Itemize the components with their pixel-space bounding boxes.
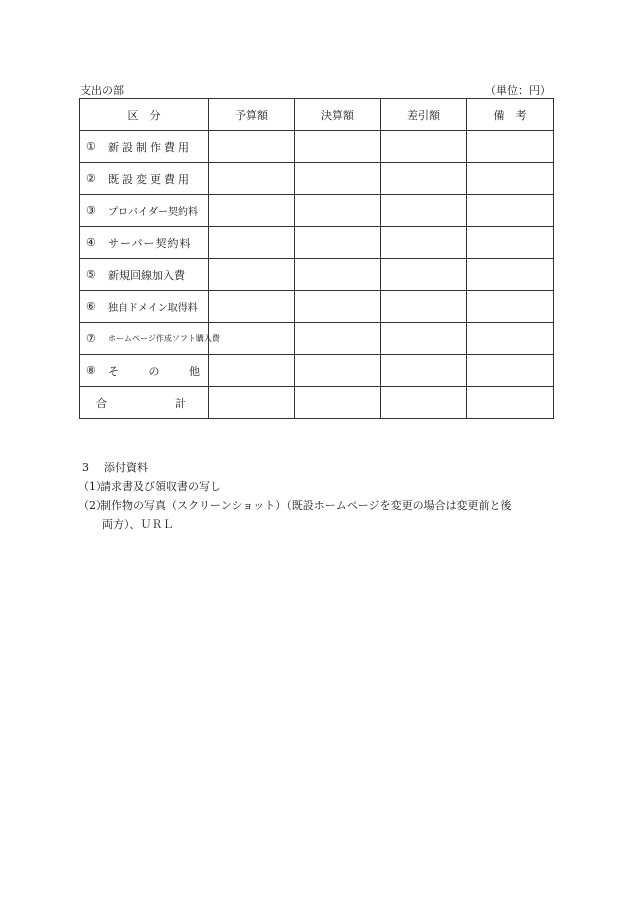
row-number: ② (86, 172, 96, 185)
budget-cell[interactable] (209, 131, 295, 163)
attachment-text: 請求書及び領収書の写し (100, 480, 221, 493)
total-label-left: 合 (96, 396, 107, 410)
row-number: ⑦ (86, 332, 96, 345)
remarks-cell[interactable] (467, 355, 554, 387)
row-label: 新規回線加入費 (108, 268, 185, 282)
row-label: プロバイダー契約料 (108, 207, 198, 218)
difference-cell[interactable] (381, 323, 467, 355)
row-number: ① (86, 140, 96, 153)
header-remarks: 備 考 (467, 99, 554, 131)
total-row (80, 387, 554, 419)
attachments-section (80, 458, 560, 534)
unit-note: （単位：円） (485, 84, 551, 97)
attachments-title: 添付資料 (104, 461, 148, 474)
row-label-part: 他 (189, 364, 200, 378)
total-remarks-cell[interactable] (467, 387, 554, 419)
difference-cell[interactable] (381, 259, 467, 291)
total-label-right: 計 (175, 396, 186, 410)
header-settlement: 決算額 (295, 99, 381, 131)
remarks-cell[interactable] (467, 163, 554, 195)
table-header-row (80, 99, 554, 131)
budget-cell[interactable] (209, 259, 295, 291)
difference-cell[interactable] (381, 227, 467, 259)
settlement-cell[interactable] (295, 323, 381, 355)
attachment-number: （2） (78, 499, 107, 512)
remarks-cell[interactable] (467, 227, 554, 259)
attachments-number: 3 (82, 461, 89, 474)
settlement-cell[interactable] (295, 195, 381, 227)
row-label: 既設変更費用 (108, 172, 192, 186)
table-row (80, 291, 554, 323)
table-row (80, 163, 554, 195)
remarks-cell[interactable] (467, 131, 554, 163)
budget-cell[interactable] (209, 355, 295, 387)
total-difference-cell[interactable] (381, 387, 467, 419)
settlement-cell[interactable] (295, 163, 381, 195)
attachment-item (80, 496, 560, 515)
attachment-text: 制作物の写真（スクリーンショット）（既設ホームページを変更の場合は変更前と後 (100, 499, 512, 512)
table-row (80, 227, 554, 259)
table-row (80, 259, 554, 291)
row-number: ⑤ (86, 268, 96, 281)
row-label-part: そ (108, 364, 119, 378)
budget-cell[interactable] (209, 163, 295, 195)
difference-cell[interactable] (381, 291, 467, 323)
remarks-cell[interactable] (467, 195, 554, 227)
row-label: サーバー契約料 (108, 236, 192, 250)
row-label: 新設制作費用 (108, 140, 192, 154)
row-label-part: の (148, 364, 160, 378)
remarks-cell[interactable] (467, 259, 554, 291)
settlement-cell[interactable] (295, 259, 381, 291)
section-header (80, 82, 553, 98)
difference-cell[interactable] (381, 355, 467, 387)
remarks-cell[interactable] (467, 291, 554, 323)
budget-cell[interactable] (209, 195, 295, 227)
table-row (80, 355, 554, 387)
total-settlement-cell[interactable] (295, 387, 381, 419)
table-row (80, 323, 554, 355)
budget-cell[interactable] (209, 227, 295, 259)
row-label: ホームページ作成ソフト購入費 (108, 334, 220, 343)
difference-cell[interactable] (381, 195, 467, 227)
settlement-cell[interactable] (295, 355, 381, 387)
table-row (80, 131, 554, 163)
header-category: 区 分 (80, 99, 209, 131)
settlement-cell[interactable] (295, 131, 381, 163)
budget-cell[interactable] (209, 291, 295, 323)
row-number: ⑧ (86, 364, 96, 377)
row-label (108, 363, 208, 379)
table-row (80, 195, 554, 227)
header-difference: 差引額 (381, 99, 467, 131)
remarks-cell[interactable] (467, 323, 554, 355)
difference-cell[interactable] (381, 131, 467, 163)
row-number: ③ (86, 204, 96, 217)
settlement-cell[interactable] (295, 227, 381, 259)
settlement-cell[interactable] (295, 291, 381, 323)
row-number: ⑥ (86, 300, 96, 313)
section-title: 支出の部 (80, 84, 124, 97)
row-label: 独自ドメイン取得料 (108, 303, 198, 314)
attachment-continuation: 両方）、ＵＲＬ (102, 518, 174, 531)
difference-cell[interactable] (381, 163, 467, 195)
row-number: ④ (86, 236, 96, 249)
attachment-item (80, 477, 560, 496)
attachments-heading (80, 458, 560, 477)
attachment-number: （1） (78, 480, 107, 493)
expense-table (79, 98, 554, 419)
header-budget: 予算額 (209, 99, 295, 131)
total-budget-cell[interactable] (209, 387, 295, 419)
